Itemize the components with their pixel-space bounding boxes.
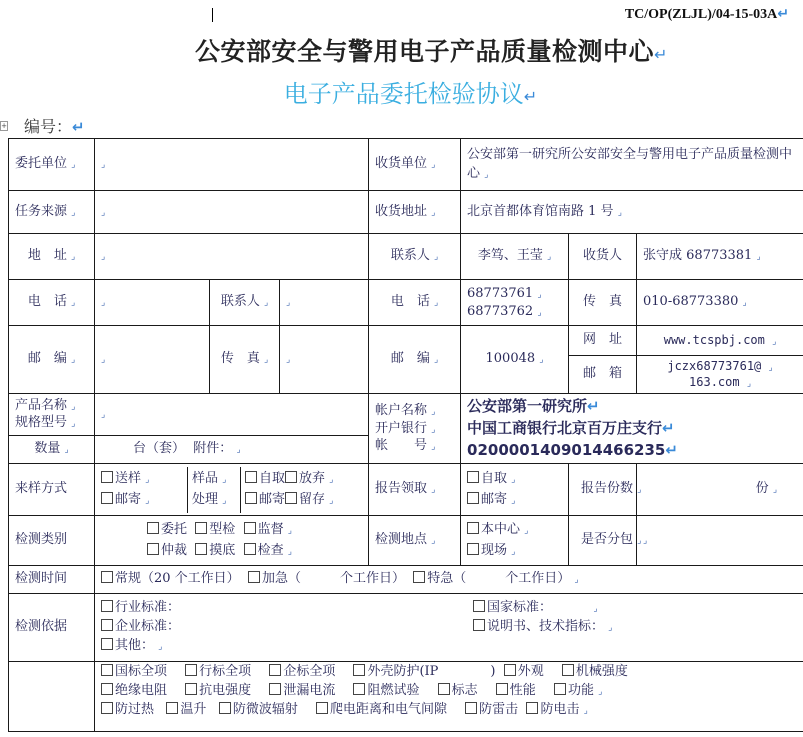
contact-left-field[interactable]: ⌟ — [280, 280, 369, 326]
option-enterprise-std[interactable]: 企业标准： — [101, 618, 473, 637]
checkbox-icon — [185, 683, 197, 695]
option-survey[interactable]: 摸底 — [195, 543, 235, 558]
fax-left-field[interactable]: ⌟ — [280, 326, 369, 394]
checkbox-icon — [147, 543, 159, 555]
option-arbitration[interactable]: 仲裁 — [147, 543, 187, 558]
test-time-options: 常规（20 个工作日） 加急（ 个工作日） 特急（ 个工作日） ⌟ — [95, 566, 803, 594]
checkbox-icon — [496, 683, 508, 695]
test-items-line-2: 绝缘电阻 抗电强度 泄漏电流 阻燃试验 标志 性能 功能 ⌟ — [101, 682, 797, 701]
test-items-label — [9, 662, 95, 732]
option-type-test[interactable]: 型检 — [195, 522, 235, 537]
fax-right-field[interactable]: 010-68773380 ⌟ — [637, 280, 803, 326]
item-enterprise-full[interactable]: 企标全项 — [269, 664, 335, 679]
option-other[interactable]: 其他： — [101, 638, 154, 653]
test-items-options — [95, 662, 803, 732]
option-discard[interactable]: 放弃 — [285, 471, 325, 486]
page-title — [0, 32, 803, 68]
checkbox-icon — [101, 492, 113, 504]
task-source-field[interactable]: ⌟ — [95, 191, 369, 234]
checkbox-icon — [245, 471, 257, 483]
checkbox-icon — [166, 702, 178, 714]
report-pickup-label: 报告领取 ⌟ — [369, 464, 461, 516]
checkbox-icon — [185, 664, 197, 676]
client-unit-field[interactable]: ⌟ — [95, 139, 369, 191]
item-appearance[interactable]: 外观 — [504, 664, 544, 679]
checkbox-icon — [101, 683, 113, 695]
document-code-text: TC/OP(ZLJL)/04-15-03A — [624, 7, 778, 22]
report-pickup-options: 自取 ⌟ 邮寄 ⌟ — [461, 464, 569, 516]
checkbox-icon — [467, 543, 479, 555]
test-items-line-1 — [101, 663, 797, 682]
title-sub-text: 电子产品委托检验协议 — [283, 80, 524, 108]
option-national-std[interactable]: 国家标准： ⌟ — [473, 599, 598, 618]
item-shock[interactable]: 防电击 — [526, 702, 579, 717]
checkbox-icon — [353, 683, 365, 695]
address-label: 地 址 ⌟ — [9, 234, 95, 280]
item-flame[interactable]: 阻燃试验 — [353, 683, 419, 698]
checkbox-icon — [285, 492, 297, 504]
account-labels: 帐户名称 ⌟ 开户银行 ⌟ 帐 号 ⌟ — [369, 394, 461, 464]
checkbox-icon — [467, 492, 479, 504]
product-label: 产品名称 ⌟ 规格型号 ⌟ — [9, 394, 95, 436]
page-subtitle — [0, 74, 803, 109]
checkbox-icon — [147, 522, 159, 534]
checkbox-icon — [554, 683, 566, 695]
option-inspection[interactable]: 检查 — [244, 543, 284, 558]
quantity-label: 数量 ⌟ — [9, 436, 95, 464]
option-normal[interactable]: 常规（20 个工作日） — [101, 571, 240, 586]
item-dielectric[interactable]: 抗电强度 — [185, 683, 251, 698]
option-report-self[interactable]: 自取 — [467, 471, 507, 486]
checkbox-icon — [101, 638, 113, 650]
checkbox-icon — [195, 543, 207, 555]
report-copies-label: 报告份数 ⌟ — [569, 464, 637, 516]
email-label: 邮 箱 — [569, 356, 637, 394]
return-mark-icon: ↵ — [777, 6, 789, 22]
test-category-options: 委托 型检 监督 ⌟ 仲裁 摸底 检查 ⌟ — [95, 516, 369, 566]
option-onsite[interactable]: 现场 — [467, 543, 507, 558]
checkbox-icon — [101, 664, 113, 676]
item-marking[interactable]: 标志 — [438, 683, 478, 698]
option-manual-spec[interactable]: 说明书、技术指标： ⌟ — [473, 618, 612, 637]
option-industry-std[interactable]: 行业标准： — [101, 599, 473, 618]
checkbox-icon — [269, 683, 281, 695]
item-overheat[interactable]: 防过热 — [101, 702, 154, 717]
table-move-handle-icon[interactable]: + — [1, 122, 7, 130]
commission-form-table — [8, 138, 803, 732]
checkbox-icon — [413, 571, 425, 583]
item-enclosure-ip[interactable]: 外壳防护(IP ) — [353, 664, 495, 679]
option-send-sample[interactable]: 送样 — [101, 471, 141, 486]
consignee-unit-label: 收货单位 ⌟ — [369, 139, 461, 191]
sample-method-options: 送样 ⌟ 邮寄 ⌟ — [95, 467, 188, 513]
checkbox-icon — [244, 543, 256, 555]
checkbox-icon — [101, 702, 113, 714]
checkbox-icon — [353, 664, 365, 676]
subcontract-field[interactable]: ⌟ — [637, 516, 803, 566]
sample-method-label: 来样方式 — [9, 464, 95, 516]
serial-number-label — [24, 114, 85, 137]
return-mark-icon: ↵ — [523, 87, 538, 106]
option-supervision[interactable]: 监督 — [244, 522, 284, 537]
checkbox-icon — [316, 702, 328, 714]
item-lightning[interactable]: 防雷击 — [465, 702, 518, 717]
title-main-text: 公安部安全与警用电子产品质量检测中心 — [195, 37, 655, 66]
contact-right-label: 联系人 ⌟ — [369, 234, 461, 280]
item-creepage[interactable]: 爬电距离和电气间隙 — [316, 702, 447, 717]
task-source-label: 任务来源 ⌟ — [9, 191, 95, 234]
checkbox-icon — [562, 664, 574, 676]
test-basis-options: 行业标准： 国家标准： ⌟ 企业标准： 说明书、技术指标： ⌟ 其他： ⌟ — [95, 594, 803, 662]
return-mark-icon: ↵ — [72, 118, 85, 136]
checkbox-icon — [467, 522, 479, 534]
checkbox-icon — [245, 492, 257, 504]
website-label: 网 址 — [569, 326, 637, 356]
contact-left-label: 联系人 ⌟ — [210, 280, 280, 326]
checkbox-icon — [269, 664, 281, 676]
option-commission[interactable]: 委托 — [147, 522, 187, 537]
postcode-right-label: 邮 编 ⌟ — [369, 326, 461, 394]
option-retain[interactable]: 留存 — [285, 492, 325, 507]
item-national-full[interactable]: 国标全项 — [101, 664, 167, 679]
checkbox-icon — [248, 571, 260, 583]
checkbox-icon — [526, 702, 538, 714]
checkbox-icon — [504, 664, 516, 676]
website-field[interactable]: www.tcspbj.com ⌟ — [637, 326, 803, 356]
checkbox-icon — [467, 471, 479, 483]
phone-left-label: 电 话 ⌟ — [9, 280, 95, 326]
subcontract-label: 是否分包 ⌟ — [569, 516, 637, 566]
test-site-label: 检测地点 ⌟ — [369, 516, 461, 566]
item-mechanical[interactable]: 机械强度 — [562, 664, 628, 679]
checkbox-icon — [244, 522, 256, 534]
sample-handling-label: 样品 ⌟ 处理 ⌟ — [188, 467, 241, 513]
item-performance[interactable]: 性能 — [496, 683, 536, 698]
consignee-address-label: 收货地址 ⌟ — [369, 191, 461, 234]
test-items-line-3: 防过热 温升 防微波辐射 爬电距离和电气间隙 防雷击 防电击 ⌟ — [101, 701, 797, 720]
option-center[interactable]: 本中心 — [467, 522, 520, 537]
quantity-field[interactable]: 台（套） 附件： ⌟ — [95, 436, 369, 464]
option-mail-back[interactable]: 邮寄 — [245, 492, 285, 507]
item-leakage[interactable]: 泄漏电流 — [269, 683, 335, 698]
test-site-options: 本中心 ⌟ 现场 ⌟ — [461, 516, 569, 566]
checkbox-icon — [101, 619, 113, 631]
checkbox-icon — [101, 471, 113, 483]
option-express[interactable]: 特急（ 个工作日） — [413, 571, 570, 586]
checkbox-icon — [219, 702, 231, 714]
option-urgent[interactable]: 加急（ 个工作日） — [248, 571, 405, 586]
client-unit-label: 委托单位 ⌟ — [9, 139, 95, 191]
checkbox-icon — [473, 600, 485, 612]
consignee-unit-field[interactable]: 公安部第一研究所公安部安全与警用电子产品质量检测中心 ⌟ — [461, 139, 803, 191]
item-industry-full[interactable]: 行标全项 — [185, 664, 251, 679]
address-field[interactable]: ⌟ — [95, 234, 369, 280]
receiver-field[interactable]: 张守成 68773381 ⌟ — [637, 234, 803, 280]
test-time-label: 检测时间 — [9, 566, 95, 594]
item-microwave[interactable]: 防微波辐射 — [219, 702, 298, 717]
checkbox-icon — [473, 619, 485, 631]
item-temp-rise[interactable]: 温升 — [166, 702, 206, 717]
postcode-left-field[interactable]: ⌟ — [95, 326, 210, 394]
phone-right-label: 电 话 ⌟ — [369, 280, 461, 326]
fax-left-label: 传 真 ⌟ — [210, 326, 280, 394]
phone-right-field[interactable]: 68773761 ⌟ 68773762 ⌟ — [461, 280, 569, 326]
sample-handling-options: 自取 放弃 ⌟ 邮寄 留存 ⌟ — [241, 467, 369, 513]
option-report-mail[interactable]: 邮寄 — [467, 492, 507, 507]
option-self-pickup[interactable]: 自取 — [245, 471, 285, 486]
email-field[interactable]: jczx68773761@ ⌟ 163.com ⌟ — [637, 356, 803, 394]
option-mail-sample[interactable]: 邮寄 — [101, 492, 141, 507]
consignee-address-field[interactable]: 北京首都体育馆南路 1 号 ⌟ — [461, 191, 803, 234]
test-basis-label: 检测依据 — [9, 594, 95, 662]
contact-right-field[interactable]: 李笃、王莹 ⌟ — [461, 234, 569, 280]
receiver-label: 收货人 — [569, 234, 637, 280]
text-cursor — [212, 8, 213, 22]
checkbox-icon — [101, 571, 113, 583]
account-values: 公安部第一研究所↵ 中国工商银行北京百万庄支行↵ 0200001409014466235↵ — [461, 394, 803, 464]
phone-left-field[interactable]: ⌟ — [95, 280, 210, 326]
postcode-left-label: 邮 编 ⌟ — [9, 326, 95, 394]
checkbox-icon — [438, 683, 450, 695]
return-mark-icon: ↵ — [654, 45, 668, 64]
checkbox-icon — [465, 702, 477, 714]
checkbox-icon — [285, 471, 297, 483]
report-copies-field[interactable]: 份 ⌟ — [637, 464, 803, 516]
product-field[interactable]: ⌟ — [95, 394, 369, 436]
item-insulation[interactable]: 绝缘电阻 — [101, 683, 167, 698]
checkbox-icon — [101, 600, 113, 612]
serial-label-text: 编号： — [24, 117, 73, 136]
sample-method-cell — [95, 464, 369, 516]
test-category-label: 检测类别 — [9, 516, 95, 566]
postcode-right-field[interactable]: 100048 ⌟ — [461, 326, 569, 394]
fax-right-label: 传 真 — [569, 280, 637, 326]
document-code — [625, 6, 789, 23]
checkbox-icon — [195, 522, 207, 534]
item-function[interactable]: 功能 — [554, 683, 594, 698]
